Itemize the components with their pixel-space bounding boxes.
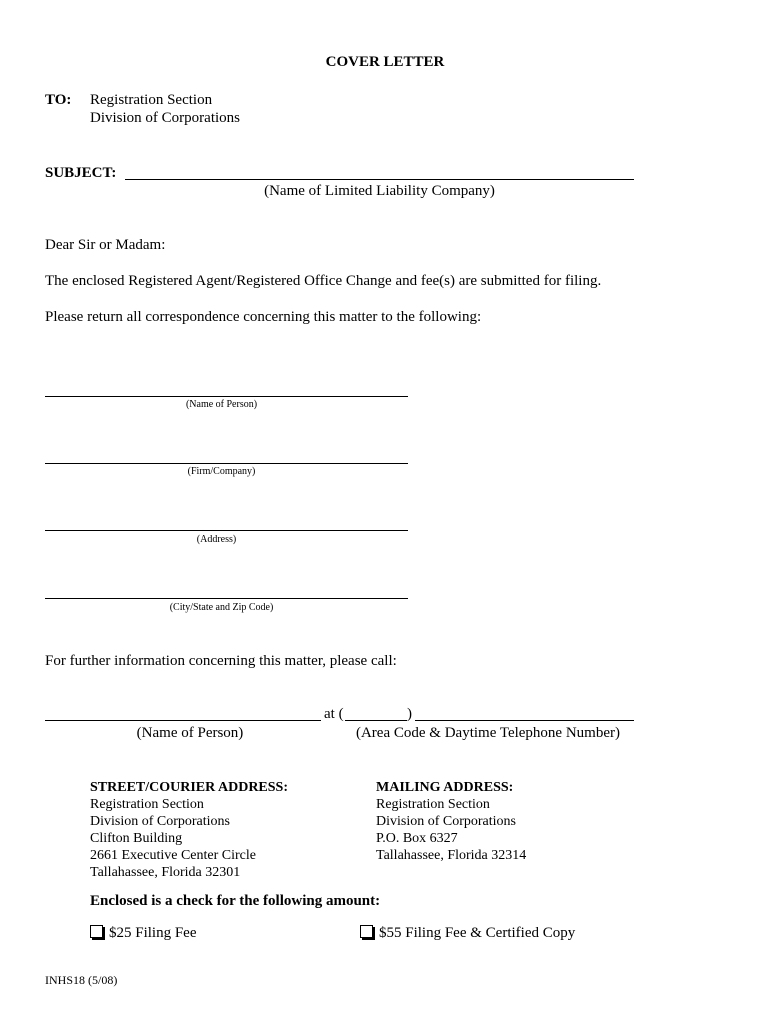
form-id: INHS18 (5/08) [45, 973, 118, 987]
mailing-address-line: Tallahassee, Florida 32314 [376, 848, 527, 863]
body-paragraph-2: Please return all correspondence concerning this matter to the following: [45, 309, 482, 325]
name-of-person-input-line[interactable] [45, 396, 408, 397]
body-paragraph-1: The enclosed Registered Agent/Registered Office Change and fee(s) are submitted for filing. [45, 273, 602, 289]
mailing-address-line: Division of Corporations [376, 814, 516, 829]
street-address-line: Tallahassee, Florida 32301 [90, 865, 241, 880]
city-state-zip-caption: (City/State and Zip Code) [169, 602, 274, 613]
to-label: TO: [45, 92, 72, 108]
fee-option-25[interactable] [90, 925, 197, 942]
street-address-heading: STREET/COURIER ADDRESS: [90, 780, 288, 795]
street-address-line: Division of Corporations [90, 814, 230, 829]
checkbox-25-filing-fee[interactable] [90, 925, 103, 938]
to-line-1: Registration Section [90, 92, 213, 108]
checkbox-55-filing-fee-certified-copy[interactable] [360, 925, 373, 938]
contact-intro: For further information concerning this matter, please call: [45, 653, 397, 669]
mailing-address-block [376, 779, 526, 864]
telephone-input-line[interactable] [415, 720, 634, 721]
area-code-input-line[interactable] [345, 720, 407, 721]
page-title: COVER LETTER [325, 54, 445, 70]
city-state-zip-input-line[interactable] [45, 598, 408, 599]
contact-name-input-line[interactable] [45, 720, 321, 721]
address-caption: (Address) [196, 534, 237, 545]
street-address-line: Clifton Building [90, 831, 183, 846]
contact-name-caption: (Name of Person) [136, 725, 244, 741]
greeting: Dear Sir or Madam: [45, 237, 166, 253]
subject-label: SUBJECT: [45, 165, 117, 181]
mailing-address-heading: MAILING ADDRESS: [376, 780, 514, 795]
street-address-block [90, 779, 288, 881]
mailing-address-line: P.O. Box 6327 [376, 831, 458, 846]
fee-option-55[interactable] [360, 925, 575, 942]
firm-company-input-line[interactable] [45, 463, 408, 464]
contact-phone-caption: (Area Code & Daytime Telephone Number) [355, 725, 620, 741]
street-address-line: 2661 Executive Center Circle [90, 848, 256, 863]
address-input-line[interactable] [45, 530, 408, 531]
street-address-line: Registration Section [90, 797, 204, 812]
fee-option-25-label: $25 Filing Fee [109, 925, 197, 941]
fee-option-55-label: $55 Filing Fee & Certified Copy [379, 925, 576, 941]
subject-input-line[interactable] [125, 179, 634, 180]
firm-company-caption: (Firm/Company) [187, 466, 256, 477]
to-line-2: Division of Corporations [90, 110, 240, 126]
subject-caption: (Name of Limited Liability Company) [264, 183, 495, 199]
contact-at-text: at ( [324, 706, 344, 722]
name-of-person-caption: (Name of Person) [185, 399, 258, 410]
mailing-address-line: Registration Section [376, 797, 490, 812]
contact-paren-close: ) [407, 706, 412, 722]
enclosed-heading: Enclosed is a check for the following amount: [90, 893, 381, 909]
